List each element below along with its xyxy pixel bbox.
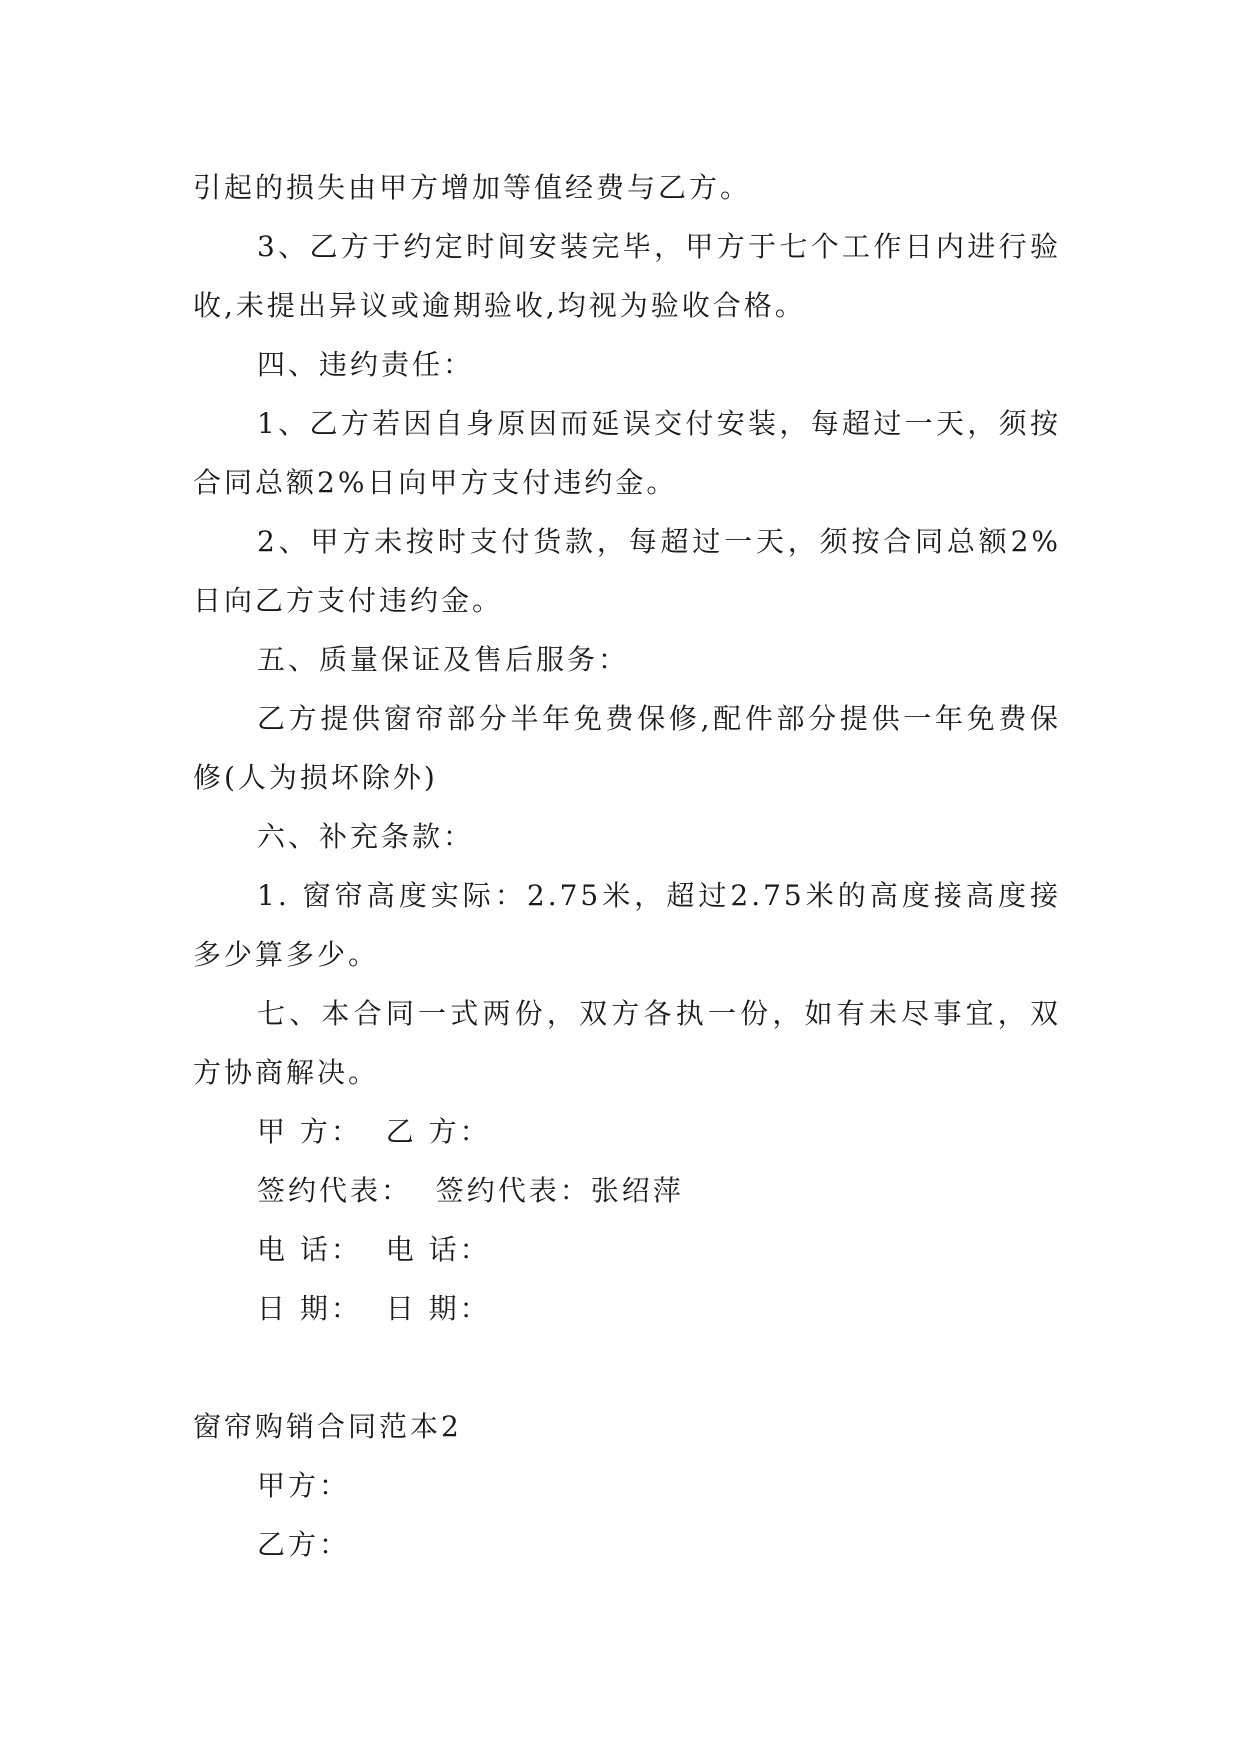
paragraph-party-a-payment: 2、甲方未按时支付货款，每超过一天，须按合同总额2%日向乙方支付违约金。 [193, 525, 1061, 617]
section2-party-a: 甲方： [257, 1469, 351, 1502]
signature-party-line: 甲 方： 乙 方： [257, 1115, 491, 1148]
heading-breach-liability: 四、违约责任： [257, 348, 475, 381]
paragraph-curtain-height: 1. 窗帘高度实际：2.75米，超过2.75米的高度接高度接多少算多少。 [193, 879, 1061, 971]
section-spacer [193, 1338, 1061, 1397]
paragraph-loss: 引起的损失由甲方增加等值经费与乙方。 [193, 171, 752, 204]
heading-warranty: 五、质量保证及售后服务： [257, 643, 630, 676]
heading-supplementary: 六、补充条款： [257, 820, 475, 853]
signature-phone-line: 电 话： 电 话： [257, 1233, 491, 1266]
section2-party-b: 乙方： [257, 1528, 351, 1561]
signature-rep-line: 签约代表： 签约代表：张绍萍 [257, 1174, 684, 1207]
signature-date-line: 日 期： 日 期： [257, 1292, 491, 1325]
paragraph-copies: 七、本合同一式两份，双方各执一份，如有未尽事宜，双方协商解决。 [193, 997, 1061, 1089]
document-body [193, 158, 1061, 1574]
section2-title: 窗帘购销合同范本2 [193, 1410, 462, 1443]
paragraph-party-b-delay: 1、乙方若因自身原因而延误交付安装，每超过一天，须按合同总额2%日向甲方支付违约金。 [193, 407, 1061, 499]
paragraph-acceptance: 3、乙方于约定时间安装完毕，甲方于七个工作日内进行验收,未提出异议或逾期验收,均视为验收合格。 [193, 230, 1061, 322]
paragraph-warranty: 乙方提供窗帘部分半年免费保修,配件部分提供一年免费保修(人为损坏除外) [193, 702, 1061, 794]
